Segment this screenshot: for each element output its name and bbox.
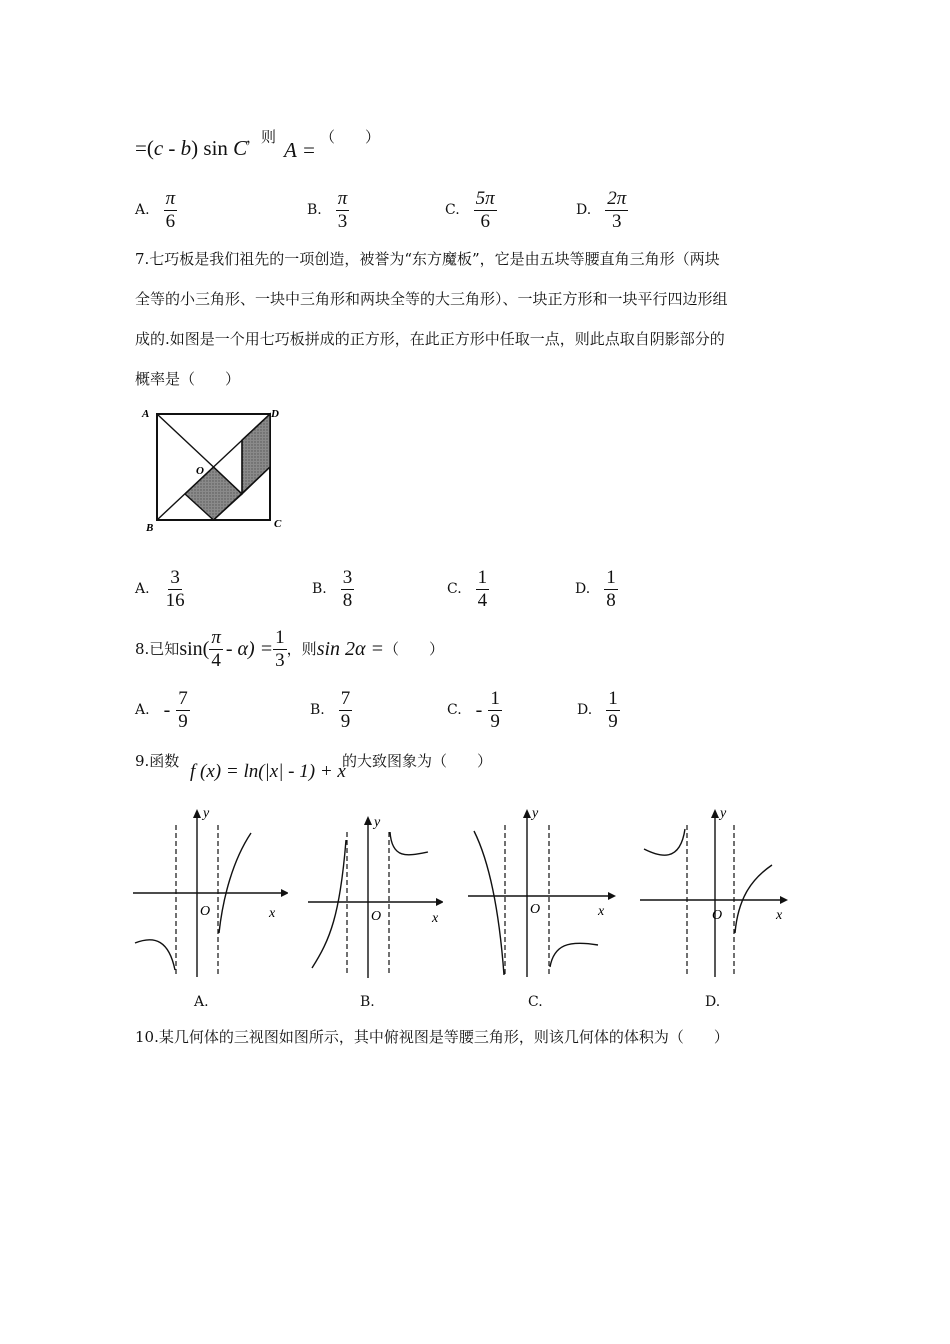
label-o: O [196, 465, 204, 477]
q8-stem [135, 627, 444, 672]
q6-option-a [135, 188, 177, 233]
svg-text:x: x [269, 906, 276, 921]
q7-option-b [312, 567, 354, 612]
q6-then-text: ，则 [246, 128, 277, 146]
graph-d [640, 805, 795, 980]
option-sign: - [163, 698, 171, 721]
q7-option-d [575, 567, 618, 612]
label-d: D [271, 408, 279, 420]
q7-stem-line-4: 概率是（ ） [135, 370, 241, 388]
graph-label-b: B. [360, 994, 375, 1010]
svg-text:O: O [712, 908, 723, 923]
q8-angle-fraction: $\frac{\pi}{4}$ [211, 627, 221, 671]
label-b: B [146, 522, 154, 534]
q7-stem-line-3: 成的.如图是一个用七巧板拼成的正方形，在此正方形中任取一点，则此点取自阴影部分的 [135, 330, 725, 348]
svg-text:x: x [776, 908, 783, 923]
q6-option-b [307, 188, 349, 233]
q8-sin-open: sin( [179, 638, 210, 661]
q8-option-a [135, 688, 190, 733]
svg-text:x: x [598, 904, 605, 919]
option-fraction: $\frac{\pi}{3}$ [337, 188, 348, 232]
q8-target: sin 2α = [316, 638, 385, 661]
option-label: B. [307, 202, 322, 219]
q8-minus-alpha: - α) = [225, 638, 274, 661]
q6-option-d [576, 188, 628, 233]
option-fraction: $\frac{1}{9}$ [490, 688, 500, 732]
q9-suffix: 的大致图象为（ ） [342, 752, 493, 770]
graph-a [133, 805, 288, 980]
option-label: A. [135, 581, 150, 598]
option-fraction: $\frac{1}{9}$ [608, 688, 618, 732]
q7-stem-line-1: 7.七巧板是我们祖先的一项创造，被誉为“东方魔板”，它是由五块等腰直角三角形（两块 [135, 250, 720, 268]
svg-text:y: y [374, 815, 381, 830]
svg-text:O: O [530, 902, 541, 917]
option-fraction: $\frac{1}{4}$ [477, 567, 488, 611]
q8-rhs-fraction: $\frac{1}{3}$ [275, 627, 285, 671]
graph-b [308, 810, 443, 980]
option-label: D. [575, 581, 591, 598]
q6-condition-expr: =(c - b) sin C [135, 136, 248, 160]
svg-text:y: y [532, 806, 539, 821]
q8-paren: （ ） [384, 639, 445, 658]
q7-option-a [135, 567, 187, 612]
option-label: A. [135, 702, 150, 719]
q6-target-expr: A = [284, 138, 316, 162]
option-fraction: $\frac{1}{8}$ [606, 567, 616, 611]
q7-stem-line-2: 全等的小三角形、一块中三角形和两块全等的大三角形）、一块正方形和一块平行四边形组 [135, 290, 728, 308]
q10-stem: 10.某几何体的三视图如图所示，其中俯视图是等腰三角形，则该几何体的体积为（ ） [135, 1028, 729, 1046]
option-fraction: $\frac{3}{16}$ [165, 567, 185, 611]
option-fraction: $\frac{7}{9}$ [178, 688, 188, 732]
q8-option-b [310, 688, 352, 733]
option-label: C. [445, 202, 460, 219]
option-label: B. [310, 702, 325, 719]
q6-answer-paren: （ ） [320, 128, 381, 146]
option-fraction: $\frac{3}{8}$ [342, 567, 353, 611]
q8-prefix: 8.已知 [135, 639, 180, 658]
tangram-figure [140, 402, 290, 537]
label-c: C [274, 518, 282, 530]
q9-function: f (x) = ln(|x| - 1) + x [190, 761, 346, 782]
svg-text:y: y [720, 806, 727, 821]
graph-label-a: A. [194, 994, 209, 1010]
option-label: D. [577, 702, 593, 719]
graph-c [468, 805, 618, 980]
option-sign: - [475, 698, 483, 721]
option-label: C. [447, 581, 462, 598]
option-label: B. [312, 581, 327, 598]
svg-text:y: y [203, 806, 210, 821]
option-label: C. [447, 702, 462, 719]
graph-label-c: C. [528, 994, 543, 1010]
q7-option-c [447, 567, 489, 612]
svg-text:x: x [432, 911, 439, 926]
option-label: A. [135, 202, 150, 219]
svg-text:O: O [200, 904, 211, 919]
q8-option-d [577, 688, 620, 733]
svg-text:O: O [371, 909, 382, 924]
q6-option-c [445, 188, 497, 233]
q9-prefix: 9.函数 [135, 752, 180, 770]
q8-then: ，则 [286, 639, 317, 658]
label-a: A [142, 408, 150, 420]
option-fraction: $\frac{5\pi}{6}$ [475, 188, 495, 232]
option-label: D. [576, 202, 592, 219]
graph-label-d: D. [705, 994, 721, 1010]
option-fraction: $\frac{\pi}{6}$ [165, 188, 176, 232]
q8-option-c [447, 688, 502, 733]
option-fraction: $\frac{2\pi}{3}$ [607, 188, 627, 232]
option-fraction: $\frac{7}{9}$ [340, 688, 351, 732]
